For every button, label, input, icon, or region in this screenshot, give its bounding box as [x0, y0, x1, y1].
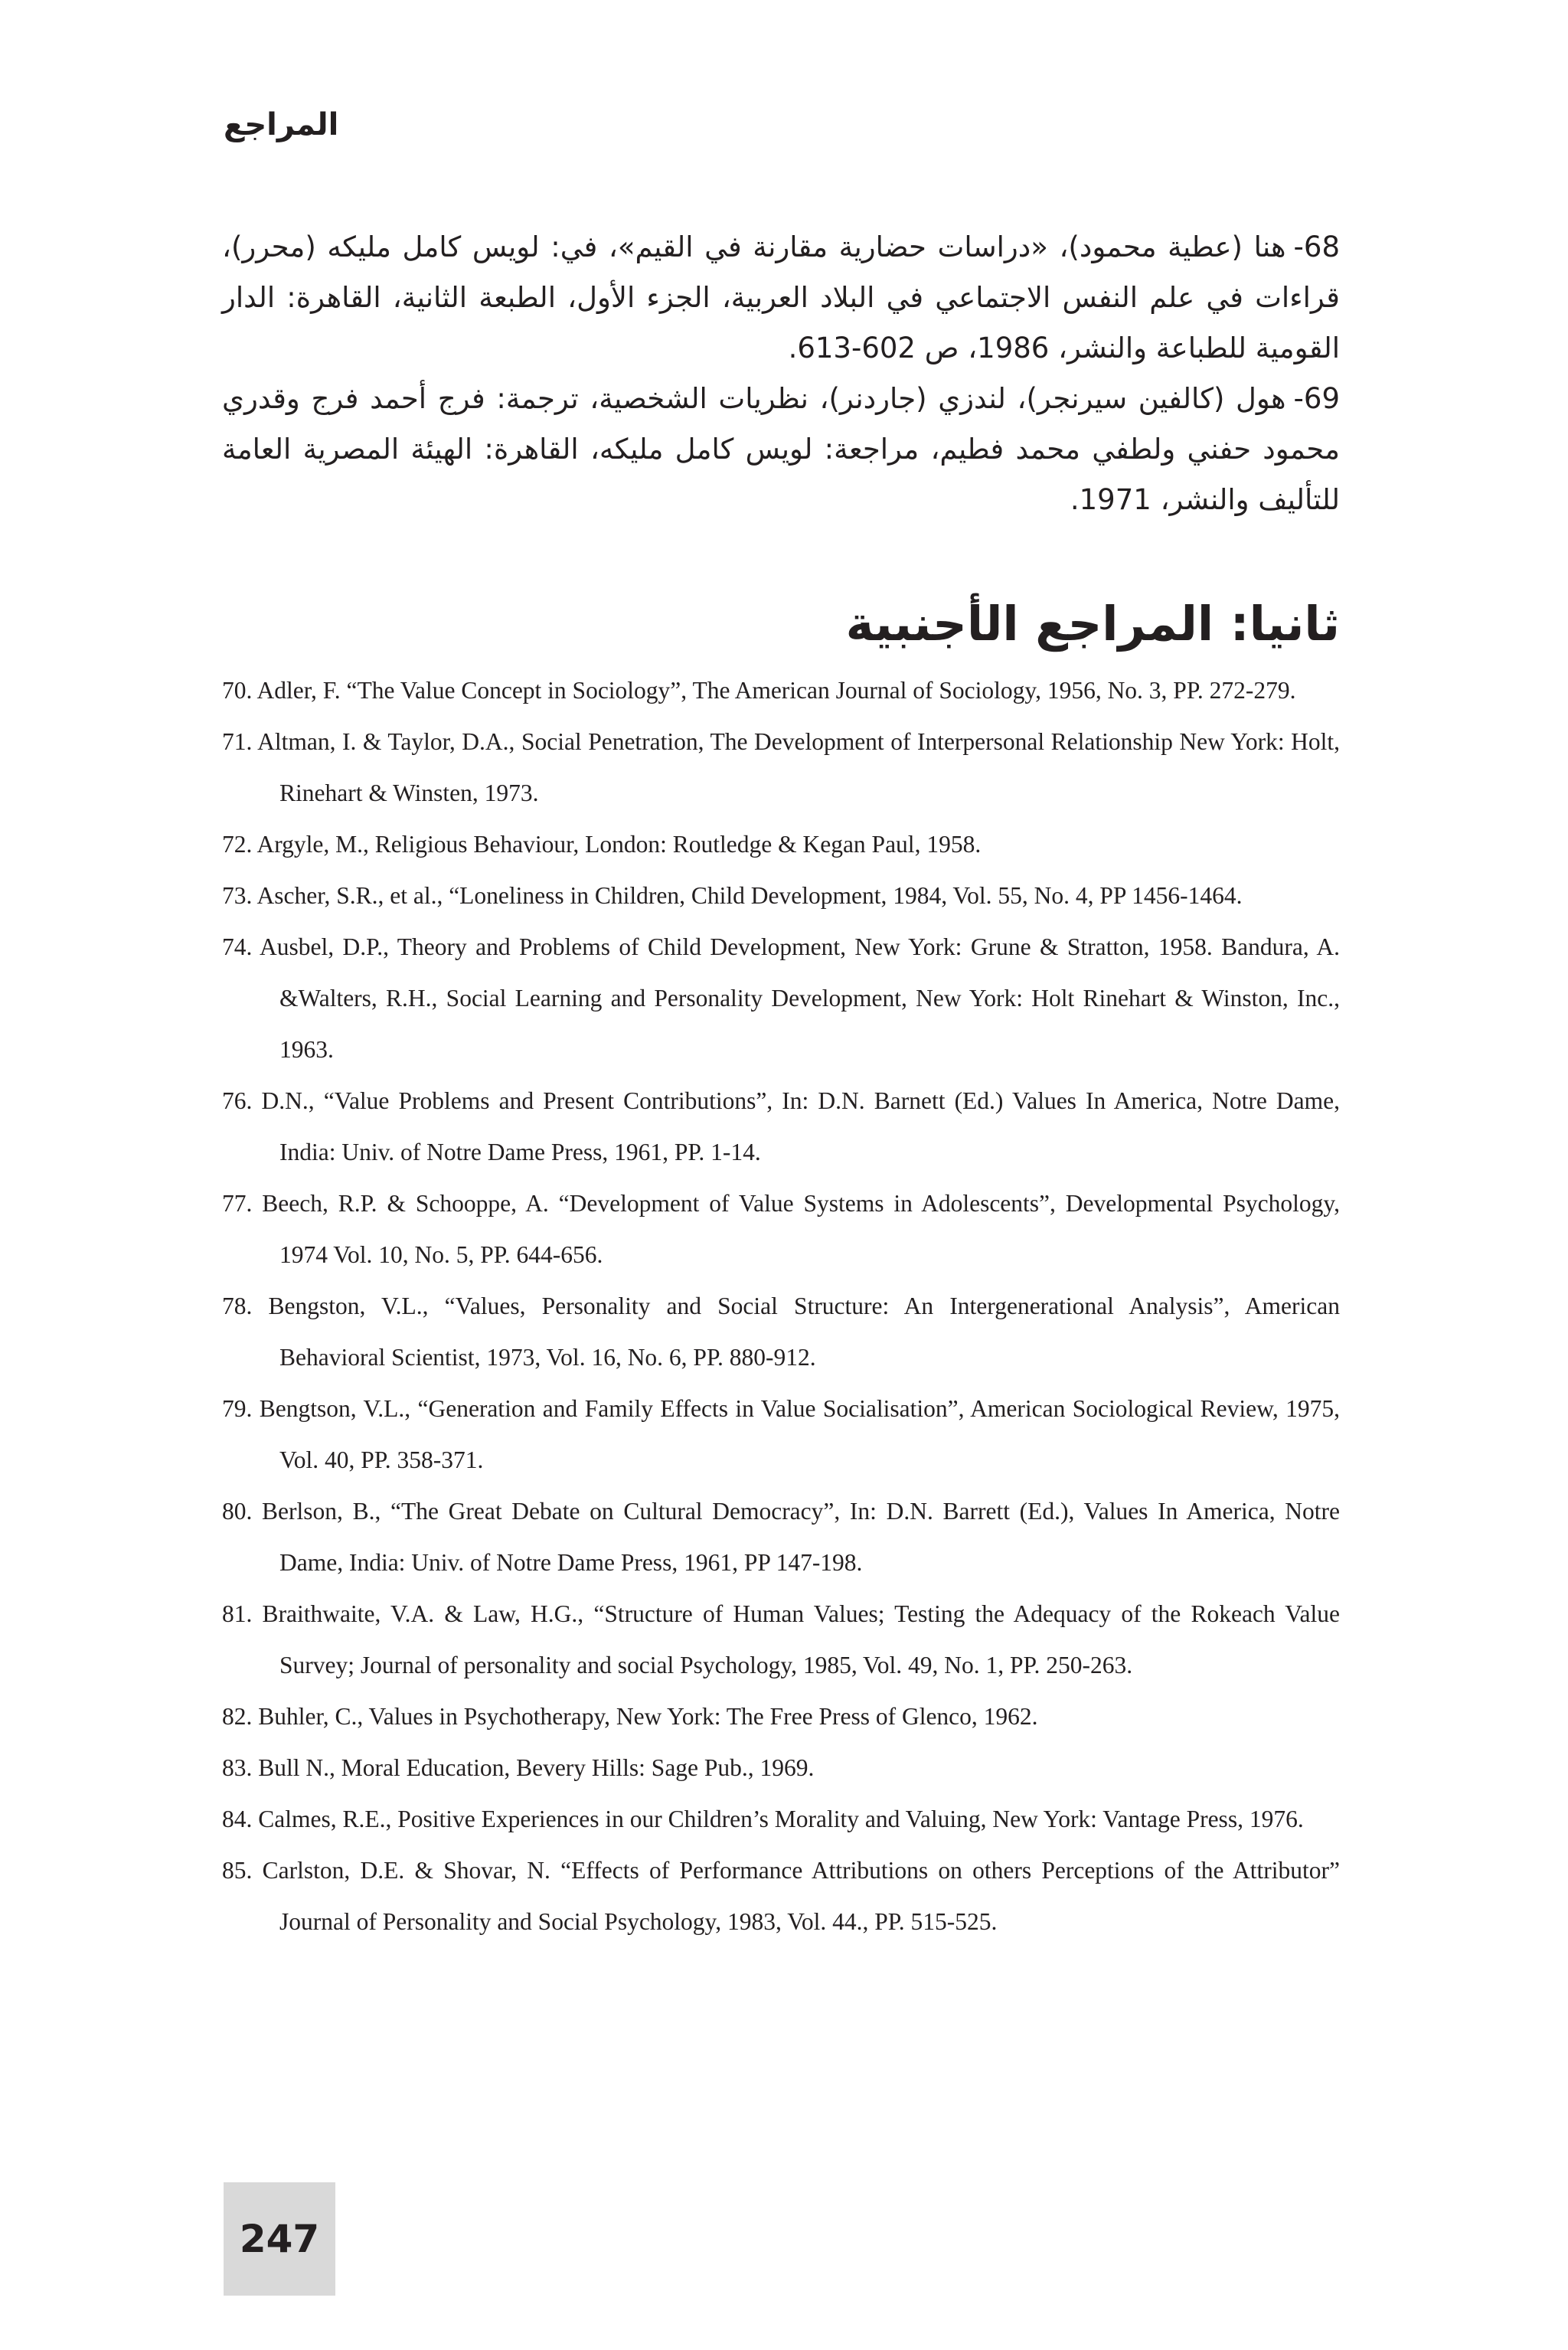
section-heading: ثانيا: المراجع الأجنبية [845, 596, 1340, 652]
reference-item: 77. Beech, R.P. & Schooppe, A. “Development of Value Systems in Adolescents”, Developmental Psychology, 1974 Vol. 10, No. 5, PP. 644-656. [222, 1190, 1340, 1268]
reference-item: 72. Argyle, M., Religious Behaviour, London: Routledge & Kegan Paul, 1958. [222, 831, 982, 858]
arabic-reference [222, 374, 1340, 525]
reference-item: 83. Bull N., Moral Education, Bevery Hills: Sage Pub., 1969. [222, 1754, 815, 1781]
reference-item: 79. Bengtson, V.L., “Generation and Family Effects in Value Socialisation”, American Sociological Review, 1975, Vol. 40, PP. 358-371. [222, 1395, 1340, 1473]
arabic-reference [222, 222, 1340, 374]
reference-text: هول (كالفين سيرنجر)، لندزي (جاردنر)، نظريات الشخصية، ترجمة: فرج أحمد فرج وقدري محمود حفني ولطفي محمد فطيم، مراجعة: لويس كامل مليكه، القاهرة: الهيئة المصرية العامة للتأليف والنشر، 1971. [222, 382, 1340, 516]
reference-item: 71. Altman, I. & Taylor, D.A., Social Penetration, The Development of Interpersonal Relationship New York: Holt, Rinehart & Winsten, 1973. [222, 728, 1340, 806]
page-number: 247 [239, 2217, 320, 2261]
arabic-references [222, 222, 1340, 525]
reference-number: 69- [1293, 382, 1340, 415]
reference-item: 70. Adler, F. “The Value Concept in Sociology”, The American Journal of Sociology, 1956, No. 3, PP. 272-279. [222, 677, 1296, 704]
reference-text: هنا (عطية محمود)، «دراسات حضارية مقارنة في القيم»، في: لويس كامل مليكه (محرر)، قراءات في علم النفس الاجتماعي في البلاد العربية، الجزء الأول، الطبعة الثانية، القاهرة: الدار القومية للطباعة والنشر، 1986، ص 602-613. [222, 230, 1340, 364]
reference-item: 80. Berlson, B., “The Great Debate on Cultural Democracy”, In: D.N. Barrett (Ed.), Values In America, Notre Dame, India: Univ. of Notre Dame Press, 1961, PP 147-198. [222, 1498, 1340, 1576]
reference-number: 68- [1293, 230, 1340, 263]
foreign-references [222, 665, 1340, 1947]
reference-item: 81. Braithwaite, V.A. & Law, H.G., “Structure of Human Values; Testing the Adequacy of the Rokeach Value Survey; Journal of personality and social Psychology, 1985, Vol. 49, No. 1, PP. 250-263. [222, 1600, 1340, 1678]
reference-item: 78. Bengston, V.L., “Values, Personality and Social Structure: An Intergenerational Analysis”, American Behavioral Scientist, 1973, Vol. 16, No. 6, PP. 880-912. [222, 1293, 1340, 1371]
reference-item: 74. Ausbel, D.P., Theory and Problems of Child Development, New York: Grune & Stratton, 1958. Bandura, A. &Walters, R.H., Social Learning and Personality Development, New York: Holt Rinehart & Winston, Inc., 1963. [222, 933, 1340, 1063]
reference-item: 73. Ascher, S.R., et al., “Loneliness in Children, Child Development, 1984, Vol. 55, No. 4, PP 1456-1464. [222, 882, 1243, 909]
reference-item: 82. Buhler, C., Values in Psychotherapy, New York: The Free Press of Glenco, 1962. [222, 1703, 1038, 1730]
page-number-box [224, 2182, 335, 2296]
reference-item: 76. D.N., “Value Problems and Present Contributions”, In: D.N. Barnett (Ed.) Values In America, Notre Dame, India: Univ. of Notre Dame Press, 1961, PP. 1-14. [222, 1087, 1340, 1165]
reference-item: 84. Calmes, R.E., Positive Experiences in our Children’s Morality and Valuing, New York: Vantage Press, 1976. [222, 1806, 1304, 1832]
reference-item: 85. Carlston, D.E. & Shovar, N. “Effects of Performance Attributions on others Perceptions of the Attributor” Journal of Personality and Social Psychology, 1983, Vol. 44., PP. 515-525. [222, 1857, 1340, 1935]
running-header: المراجع [224, 107, 339, 142]
